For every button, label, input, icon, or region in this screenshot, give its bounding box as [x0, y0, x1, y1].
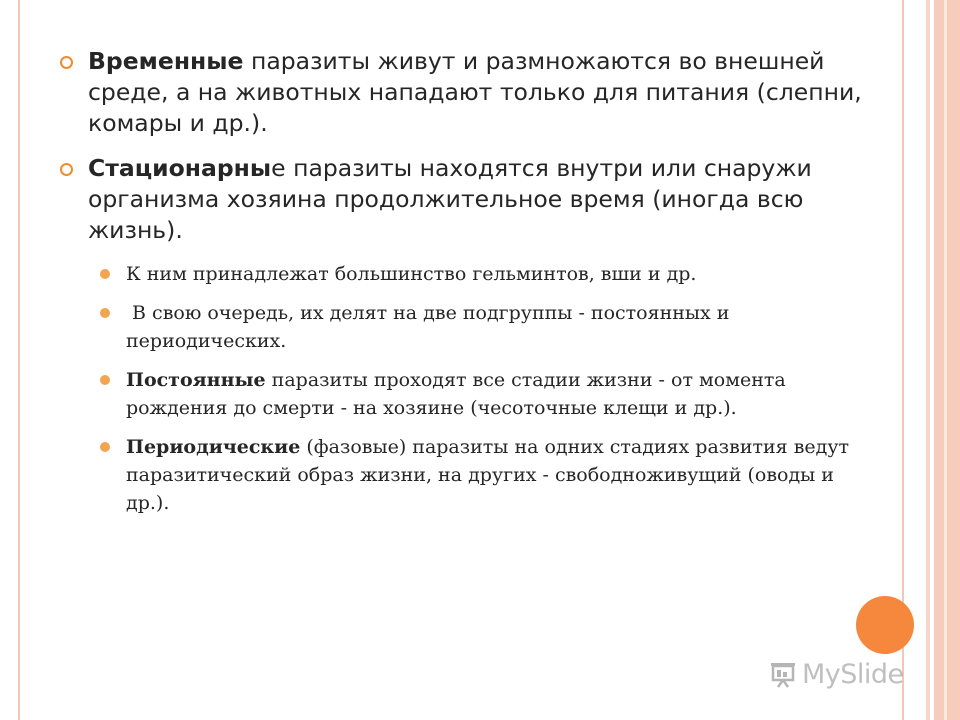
- bullet-stationary-parasites: [58, 153, 878, 246]
- bullet-text: е паразиты находятся внутри или снаружи организма хозяина продолжительное время (иногда всю жизнь).: [88, 154, 812, 244]
- bullet-bold-term: Временные: [88, 47, 244, 75]
- dot-bullet-icon: [100, 269, 110, 279]
- decorative-circle: [856, 596, 914, 654]
- sub-bullet-permanent: [58, 366, 878, 422]
- dot-bullet-icon: [100, 308, 110, 318]
- bullet-text: паразиты живут и размножаются во внешней среде, а на животных нападают только для питания (слепни, комары и др.).: [88, 47, 862, 137]
- sub-bullet-bold-term: Постоянные: [126, 369, 266, 391]
- sub-bullet-subgroups: [58, 299, 878, 355]
- sub-bullet-text: (фазовые) паразиты на одних стадиях развития ведут паразитический образ жизни, на других - свободноживущий (оводы и др.).: [126, 436, 850, 514]
- sub-bullet-text: К ним принадлежат большинство гельминтов, вши и др.: [126, 263, 697, 285]
- sub-bullet-text: паразиты проходят все стадии жизни - от момента рождения до смерти - на хозяине (чесоточные клещи и др.).: [126, 369, 786, 419]
- watermark-text: MySlide: [802, 658, 904, 690]
- bullet-bold-term: Стационарны: [88, 154, 272, 182]
- dot-bullet-icon: [100, 375, 110, 385]
- right-stripe-highlight: [944, 0, 947, 720]
- sub-bullet-bold-term: Периодические: [126, 436, 301, 458]
- ring-bullet-icon: [60, 163, 73, 176]
- right-stripe: [926, 0, 930, 720]
- sub-bullet-helminths: [58, 260, 878, 288]
- right-stripe-wide: [934, 0, 960, 720]
- bullet-temporary-parasites: [58, 46, 878, 139]
- projector-screen-icon: [768, 659, 798, 689]
- sub-bullet-text: В свою очередь, их делят на две подгруппы - постоянных и периодических.: [126, 302, 736, 352]
- sub-bullet-periodic: [58, 433, 878, 517]
- slide-content: [58, 46, 878, 528]
- dot-bullet-icon: [100, 442, 110, 452]
- watermark-logo: [768, 656, 904, 692]
- ring-bullet-icon: [60, 56, 73, 69]
